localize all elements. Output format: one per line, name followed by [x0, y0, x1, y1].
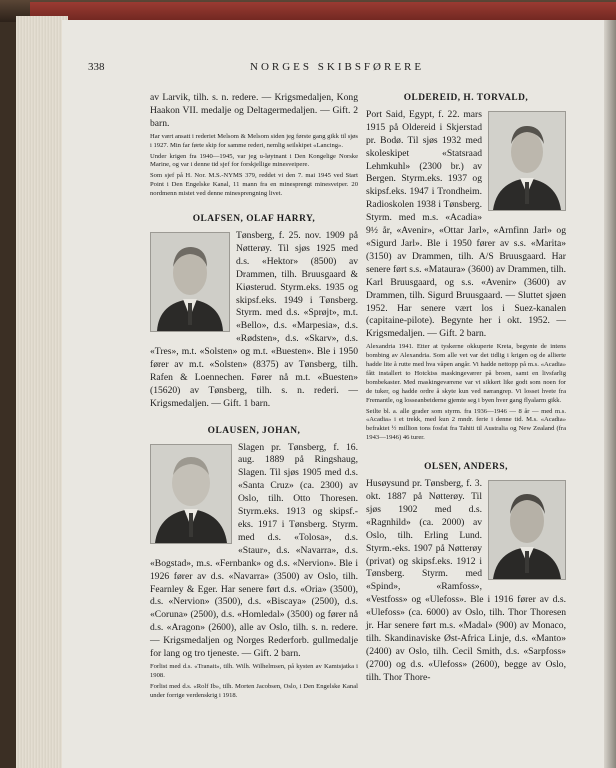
oldereid-photo-wrap: [488, 111, 566, 211]
portrait-photo: [488, 111, 566, 211]
running-title: NORGES SKIBSFØRERE: [250, 61, 425, 73]
entry-note: Alexandria 1941. Etter at tyskerne okkuperte Kreta, begynte de intens bombing av Alexandria. Som alle vet var det tidlig i krigen og de allierte hadde lite å rutte med hva våpen angår. Vi hadde nettopp på m.s. «Acadia» fått installert to Hotckiss maskingeværer på broen, samt en livsfarlig bombekaster. Med maskingeværene var vi sikkert like godt som noen for de tuker, og hadde ordre å skyte kun ved nærangrep. Vi losset hvete fra Fremantle, og losseanbeiderne gjemte seg i byen hver gang flyalarm gikk.: [366, 343, 566, 404]
entry-heading-oldereid: OLDEREID, H. TORVALD,: [403, 93, 529, 103]
page-right-edge: [604, 20, 616, 768]
portrait-photo-image: [489, 481, 565, 579]
portrait-photo-image: [151, 233, 229, 331]
entry-note: Som sjef på H. Nor. M.S.-NYMS 379, reddet vi den 7. mai 1945 ved Start Point i Den Engelske Kanal, 11 mann fra en minesprengt minesveiper. 20 nordmenn mistet ved denne minesprengning livet.: [150, 172, 358, 198]
portrait-photo: [488, 480, 566, 580]
entry-text-olafsen: Tønsberg, f. 25. nov. 1909 på Nøtterøy. Til sjøs 1925 med d.s. «Hektor» (8500) av Drammen, tilh. Bruusgaard & Kiøsterud. Styrm.eks. 1935 og skipsf.eks. 1949 i Tønsberg. Styrm. med d.s. «Sprøjt», m.t. «Bello», d.s. «Marpesia», d.s. «Rødsten», d.s. «Skarv», d.s. «Tres», m.t. «Solsten» og m.t. «Buesten». Ble i 1950 fører av m.t. «Solsten» (8375) av Tønsberg, tilh. Rafen & Loennechen. Fører nå m.t. «Buesten» (15620) av Tønsberg, tilh. s. n. rederi. — Krigsmedaljen. — Gift. 1 barn.: [150, 229, 358, 409]
entry-note: Har vært ansatt i rederiet Melsom & Melsom siden jeg første gang gikk til sjøs i 1927. Min far førte skip for samme rederi, nemlig seilskipet «Lancing».: [150, 132, 358, 149]
entry-text-olausen: Slagen pr. Tønsberg, f. 16. aug. 1889 på Ringshaug, Slagen. Til sjøs 1905 med d.s. «Santa Cruz» (ca. 2300) av Oslo, tilh. Otto Thoresen. Styrm.eks. 1913 og skipsf.-eks. 1917 i Tønsberg. Styrm. med d.s. «Tolosa», d.s. «Staur», d.s. «Navarra», d.s. «Bogstad», m.s. «Fernbank» og d.s. «Nervion». Ble i 1926 fører av d.s. «Navarra» (3500) av Oslo, tilh. Fearnley & Eger. Har senere ført d.s. «Oria» (3500), d.s. «Nervion» (3500), d.s. «Biscaya» (2500), d.s. «Coruna» (2500), d.s. «Homledal» (3500) og fører nå d.s. «Aragon» (2600), alle av Oslo, tilh. s. n. redere. — Krigsmedaljen og Norges Rederforb. gullmedalje for lang og tro tjeneste. — Gift. 2 barn.: [150, 441, 358, 660]
left-column: [150, 92, 358, 701]
page-number: 338: [88, 61, 105, 73]
entry-heading-olafsen: OLAFSEN, OLAF HARRY,: [192, 214, 316, 225]
page-stack-edge: [16, 16, 68, 768]
olsen-photo-wrap: [488, 480, 566, 580]
portrait-photo: [150, 444, 232, 544]
entry-note: Forlist med d.s. «Rolf Ib», tilh. Morten Jacobsen, Oslo, i Den Engelske Kanal under forrige verdenskrig i 1918.: [150, 682, 358, 699]
olafsen-photo-wrap: [150, 232, 230, 332]
portrait-photo-image: [489, 112, 565, 210]
portrait-photo: [150, 232, 230, 332]
entry-note: Forlist med d.s. «Tranait», tilh. Wilh. Wilhelmsen, på kysten av Kamtsjatka i 1908.: [150, 662, 358, 679]
portrait-photo-image: [151, 445, 231, 543]
entry-text-oldereid: Port Said, Egypt, f. 22. mars 1915 på Oldereid i Skjerstad pr. Bodø. Til sjøs 1932 med skoleskipet «Statsraad Lehmkuhl» (2300 br.) av Bergen. Styrm.eks. 1937 og skipsf.eks. 1947 i Trondheim. Radioskolen 1938 i Tønsberg. Styrm. med m.s. «Acadia» 9½ år, «Avenir», «Ottar Jarl», «Arnfinn Jarl» og «Sigurd Jarl». Ble i 1950 fører av s.s. «Marita» (3150) av Drammen, tilh. A/S Bruusgaard. Har senere ført s.s. «Mataura» (3600) av Drammen, tilh. Karl Bruusgaard, og s.s. «Avenir» (3600) av Drammen, tilh. Sigurd Bruusgaard. — Sluttet sjøen 1952. Har senere vært los i Suez-kanalen (capitaine-pilote). Begynte her i okt. 1952. — Krigsmedaljen. — Gift. 2 barn.: [366, 108, 566, 340]
entry-heading-olsen: OLSEN, ANDERS,: [424, 462, 508, 473]
entry-note: Seilte bl. a. alle grader som styrm. fra 1936—1946 — 8 år — med m.s. «Acadia» i et trekk, med kun 2 mndr. ferie i denne tid. M.s. «Acadia» befraktet ½ million tons fosfat fra Tahiti til Australia og New Zealand (fra 1943—1946) 46 turer.: [366, 407, 566, 442]
olausen-photo-wrap: [150, 444, 232, 544]
entry-note: Under krigen fra 1940—1945, var jeg u-løytnant i Den Kongelige Norske Marine, og var i denne tid sjef for forskjellige minesveipere.: [150, 152, 358, 169]
right-column: [366, 92, 566, 685]
entry-text-olsen: Husøysund pr. Tønsberg, f. 3. okt. 1887 på Nøtterøy. Til sjøs 1902 med d.s. «Ragnhild» (ca. 2000) av Oslo, tilh. Erling Lund. Styrm.-eks. 1907 på Nøtterøy (privat) og skipsf.eks. 1912 i Tønsberg. Styrm. med «Spind», «Ramfoss», «Vestfoss» og «Ulefoss». Ble i 1916 fører av d.s. «Ulefoss» (ca. 6000) av Oslo, tilh. Thor Thoresen jr. Har senere ført m.s. «Madal» (900) av Monaco, tilh. Skandinaviske Øst-Africa Linje, d.s. «Manto» (2400) av Oslo, tilh. Cecil Smith, d.s. «Sarpfoss» (2700) og d.s. «Ulefoss» (2600), begge av Oslo, tilh. Thor Thore-: [366, 478, 566, 683]
entry-heading-olausen: OLAUSEN, JOHAN,: [207, 425, 301, 436]
continued-entry-text: av Larvik, tilh. s. n. redere. — Krigsmedaljen, Kong Haakon VII. medalje og Deltagermedaljen. — Gift. 2 barn.: [150, 92, 358, 129]
